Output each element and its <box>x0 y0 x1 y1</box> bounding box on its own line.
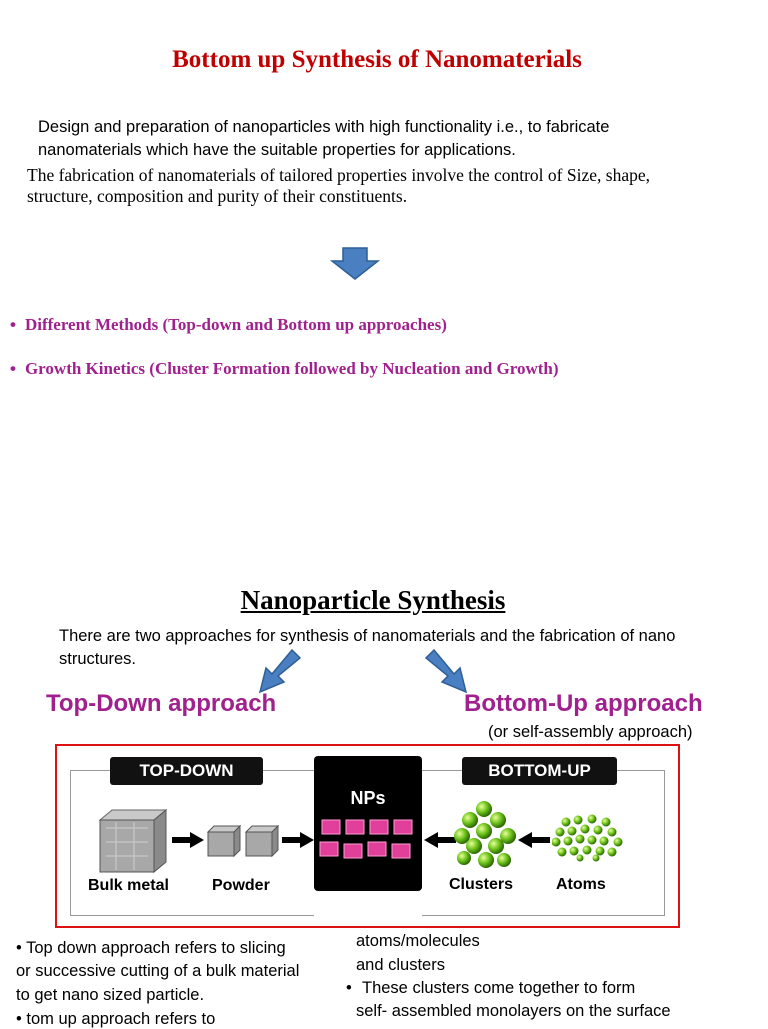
body-line: atoms/molecules <box>356 932 480 950</box>
body-line: to get nano sized particle. <box>16 986 205 1004</box>
body-line: or successive cutting of a bulk material <box>16 962 300 980</box>
intro-line: Design and preparation of nanoparticles with high functionality i.e., to fabricate <box>38 118 610 136</box>
bullet-item <box>10 315 447 335</box>
powder-icon <box>206 824 282 858</box>
atoms-label: Atoms <box>556 876 606 893</box>
right-arrow-icon <box>282 832 314 848</box>
nanoparticle-cubes-icon <box>318 817 418 863</box>
down-right-arrow-icon <box>424 648 470 694</box>
bullet-marker: • <box>346 979 352 997</box>
atoms-icon <box>552 814 626 862</box>
bottom-up-pill: BOTTOM-UP <box>462 757 617 785</box>
powder-label: Powder <box>212 877 270 894</box>
top-down-pill: TOP-DOWN <box>110 757 263 785</box>
top-down-heading: Top-Down approach <box>46 690 277 717</box>
bulk-metal-icon <box>98 808 168 874</box>
bullet-text: Different Methods (Top-down and Bottom up approaches) <box>24 315 447 334</box>
bullet-item <box>10 359 559 379</box>
body-line: self- assembled monolayers on the surface <box>356 1002 671 1020</box>
body-line: and clusters <box>356 956 445 974</box>
bulk-metal-label: Bulk metal <box>88 877 169 894</box>
down-left-arrow-icon <box>256 648 302 694</box>
body-line: • tom up approach refers to <box>16 1010 216 1028</box>
body-line: • Top down approach refers to slicing <box>16 939 286 957</box>
left-arrow-icon <box>424 832 456 848</box>
bottom-up-heading: Bottom-Up approach <box>464 690 703 717</box>
intro-line: nanomaterials which have the suitable properties for applications. <box>38 141 516 159</box>
bullet-marker: • <box>10 359 16 378</box>
clusters-icon <box>454 800 520 872</box>
clusters-label: Clusters <box>449 876 514 893</box>
page-title: Bottom up Synthesis of Nanomaterials <box>172 46 582 73</box>
down-arrow-icon <box>330 247 380 281</box>
bullet-marker: • <box>10 315 16 334</box>
left-arrow-icon <box>518 832 550 848</box>
intro-line: structures. <box>59 650 137 668</box>
right-arrow-icon <box>172 832 204 848</box>
intro-line: structure, composition and purity of their constituents. <box>27 186 408 206</box>
nanoparticles-label: NPs <box>350 788 386 808</box>
body-line: These clusters come together to form <box>362 979 636 997</box>
bullet-text: Growth Kinetics (Cluster Formation followed by Nucleation and Growth) <box>24 359 559 378</box>
section-title: Nanoparticle Synthesis <box>240 585 506 615</box>
bottom-up-subtitle: (or self-assembly approach) <box>488 723 693 741</box>
intro-line: There are two approaches for synthesis of nanomaterials and the fabrication of nano <box>59 627 676 645</box>
intro-line: The fabrication of nanomaterials of tailored properties involve the control of Size, shape, <box>27 165 650 185</box>
